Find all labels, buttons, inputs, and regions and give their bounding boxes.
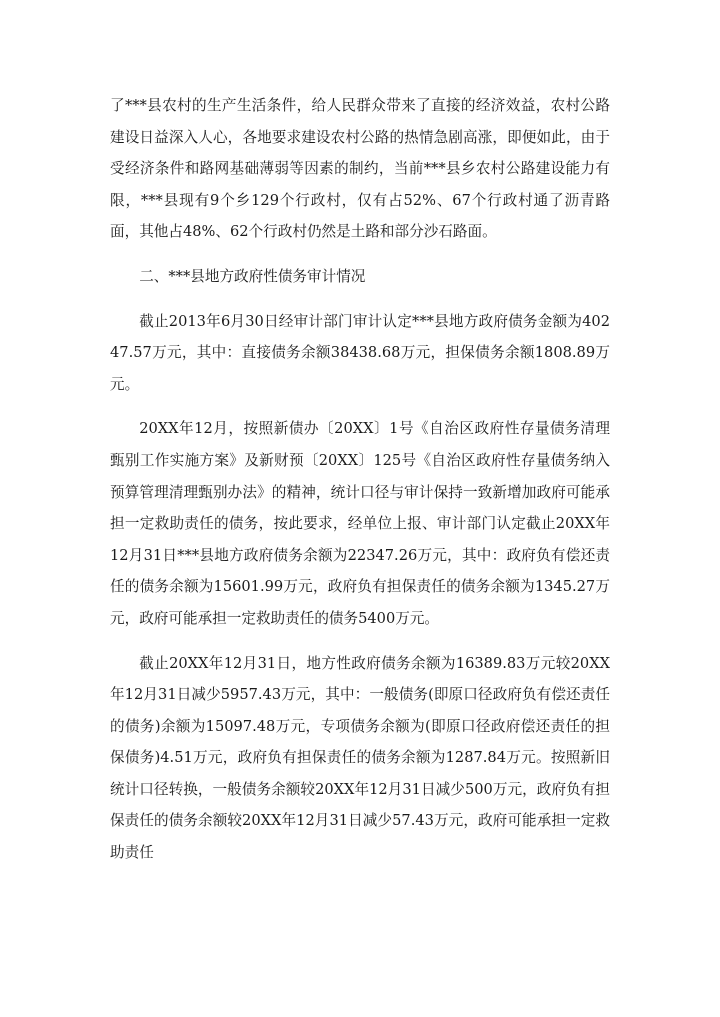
paragraph-audit-total: 截止2013年6月30日经审计部门审计认定***县地方政府债务金额为40247.57万元，其中：直接债务余额38438.68万元，担保债务余额1808.89万元。 xyxy=(110,312,610,393)
document-body xyxy=(110,90,610,882)
paragraph-debt-balance: 截止20XX年12月31日，地方性政府债务余额为16389.83万元较20XX年12月31日减少5957.43万元，其中：一般债务(即原口径政府负有偿还责任的债务)余额为15097.48万元，专项债务余额为(即原口径政府偿还责任的担保债务)4.51万元，政府负有担保责任的债务余额为1287.84万元。按照新旧统计口径转换，一般债务余额较20XX年12月31日减少500万元，政府负有担保责任的债务余额较20XX年12月31日减少57.43万元，政府可能承担一定救助责任 xyxy=(110,654,610,862)
paragraph-screening: 20XX年12月，按照新债办〔20XX〕1号《自治区政府性存量债务清理甄别工作实施方案》及新财预〔20XX〕125号《自治区政府性存量债务纳入预算管理清理甄别办法》的精神，统计口径与审计保持一致新增加政府可能承担一定救助责任的债务，按此要求，经单位上报、审计部门认定截止20XX年12月31日***县地方政府债务余额为22347.26万元，其中：政府负有偿还责任的债务余额为15601.99万元，政府负有担保责任的债务余额为1345.27万元，政府可能承担一定救助责任的债务5400万元。 xyxy=(110,420,610,627)
paragraph-continuation: 了***县农村的生产生活条件，给人民群众带来了直接的经济效益，农村公路建设日益深入人心，各地要求建设农村公路的热情急剧高涨，即便如此，由于受经济条件和路网基础薄弱等因素的制约，当前***县乡农村公路建设能力有限，***县现有9个乡129个行政村，仅有占52%、67个行政村通了沥青路面，其他占48%、62个行政村仍然是土路和部分沙石路面。 xyxy=(110,97,610,241)
section-heading: 二、***县地方政府性债务审计情况 xyxy=(139,267,366,285)
